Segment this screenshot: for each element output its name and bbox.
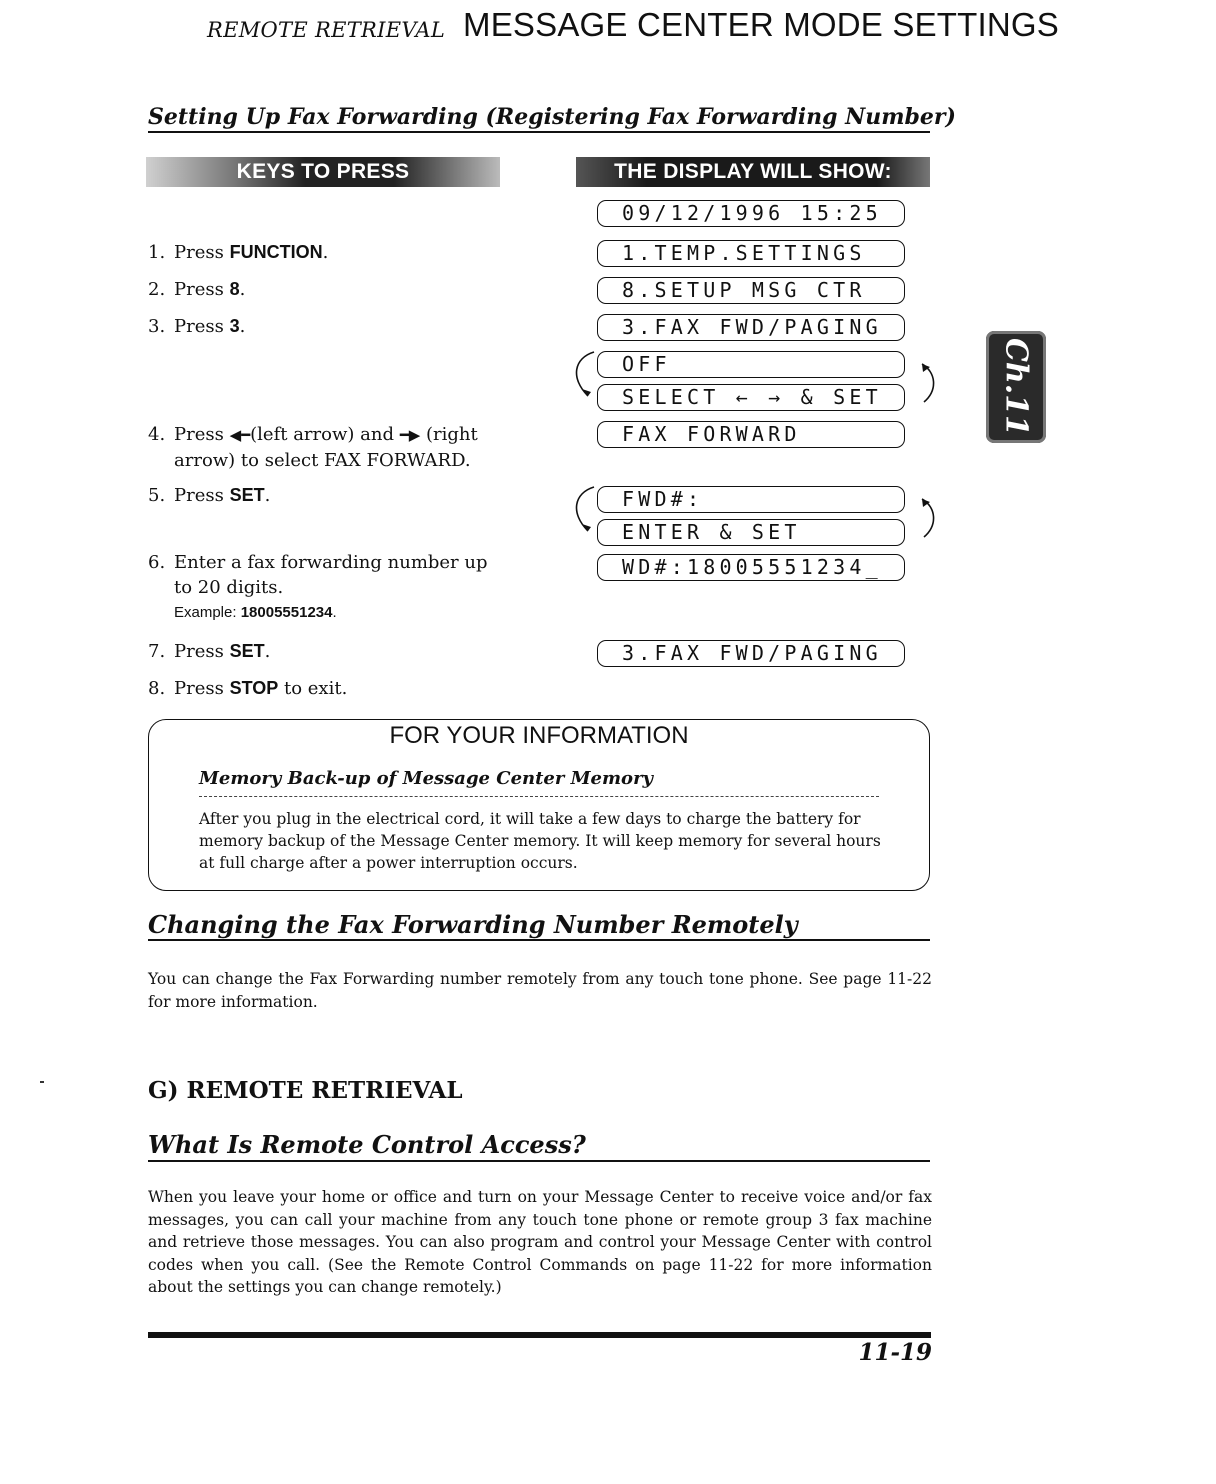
fax-forwarding-heading: Setting Up Fax Forwarding (Registering Fax Forwarding Number) (148, 104, 956, 130)
fyi-subtitle: Memory Back-up of Message Center Memory (199, 768, 654, 789)
step-2 (148, 277, 245, 302)
step-5 (148, 483, 270, 508)
step-key: SET (229, 485, 265, 505)
header-section-label: REMOTE RETRIEVAL (207, 18, 446, 42)
heading-rule (148, 131, 930, 133)
step-key: SET (229, 641, 265, 661)
alternating-display-left-arrow-icon-2 (560, 479, 600, 549)
step-number: 2. (148, 279, 166, 300)
step-key: STOP (229, 678, 279, 698)
remote-control-body: When you leave your home or office and turn on your Message Center to receive voice and/or fax messages, you can call your machine from any touch tone phone or remote group 3 fax machine and retrieve those messages. You can also program and control your Message Center with control codes when you call. (See the Remote Control Commands on page 11-22 for more information about the settings you can change remotely.) (148, 1188, 932, 1296)
step-4 (148, 422, 478, 473)
display-banner-label: THE DISPLAY WILL SHOW: (614, 160, 892, 183)
step-text-left: (left arrow) and (250, 424, 400, 445)
lcd-display-setup-msg-ctr: 8.SETUP MSG CTR (597, 277, 905, 304)
step-number: 1. (148, 242, 166, 263)
step-number: 6. (148, 552, 166, 573)
step-number: 4. (148, 424, 166, 445)
changing-remotely-heading: Changing the Fax Forwarding Number Remotely (148, 910, 798, 939)
lcd-display-fwd-number: FWD#: (597, 486, 905, 513)
changing-remotely-body: You can change the Fax Forwarding number remotely from any touch tone phone. See page 11-22 for more information. (148, 970, 932, 1011)
step-text-right: (right (420, 424, 478, 445)
fyi-rule (199, 796, 879, 797)
step-number: 8. (148, 678, 166, 699)
step-example (148, 600, 488, 625)
section-g-heading: G) REMOTE RETRIEVAL (148, 1077, 463, 1104)
step-text: Press (174, 485, 230, 506)
step-text: Press (174, 242, 230, 263)
step-number: 7. (148, 641, 166, 662)
fyi-title: FOR YOUR INFORMATION (389, 722, 689, 749)
lcd-display-off: OFF (597, 351, 905, 378)
lcd-display-fax-fwd-paging-final: 3.FAX FWD/PAGING (597, 640, 905, 667)
step-text-end: . (239, 279, 246, 300)
step-text: Press (174, 316, 230, 337)
alternating-display-right-arrow-icon (906, 344, 946, 414)
lcd-display-fax-fwd-paging: 3.FAX FWD/PAGING (597, 314, 905, 341)
keys-banner-label: KEYS TO PRESS (236, 160, 410, 183)
stray-mark (40, 1081, 44, 1083)
step-text: Press (174, 424, 230, 445)
lcd-display-temp-settings: 1.TEMP.SETTINGS (597, 240, 905, 267)
lcd-display-date: 09/12/1996 15:25 (597, 200, 905, 227)
step-text-end: . (264, 485, 271, 506)
step-6 (148, 550, 488, 625)
footer-bar (148, 1332, 931, 1338)
step-key: FUNCTION (229, 242, 323, 262)
heading-rule (148, 939, 930, 941)
step-3 (148, 314, 245, 339)
step-text-continued: arrow) to select FAX FORWARD. (174, 450, 471, 471)
step-number: 5. (148, 485, 166, 506)
step-8 (148, 676, 347, 701)
step-text: Press (174, 279, 230, 300)
step-text: Enter a fax forwarding number up (174, 552, 488, 573)
chapter-tab (986, 331, 1046, 443)
lcd-display-entered-number: WD#:18005551234_ (597, 554, 905, 581)
step-1 (148, 240, 328, 265)
step-text: Press (174, 641, 230, 662)
example-number: 18005551234 (240, 604, 333, 621)
step-key: 8 (229, 279, 240, 299)
heading-rule (148, 1160, 930, 1162)
page-number: 11-19 (858, 1339, 932, 1366)
lcd-display-enter-set: ENTER & SET (597, 519, 905, 546)
right-arrow-key-icon: ━▶ (399, 426, 421, 444)
step-key: 3 (229, 316, 240, 336)
step-text-continued: to 20 digits. (174, 577, 284, 598)
chapter-tab-label: Ch.11 (998, 338, 1034, 436)
step-text: Press (174, 678, 230, 699)
keys-to-press-banner (146, 157, 500, 187)
lcd-display-fax-forward: FAX FORWARD (597, 421, 905, 448)
page-title: MESSAGE CENTER MODE SETTINGS (463, 6, 1060, 43)
alternating-display-left-arrow-icon (560, 344, 600, 414)
step-text-end: . (239, 316, 246, 337)
remote-control-heading: What Is Remote Control Access? (148, 1130, 586, 1159)
example-end: . (332, 604, 337, 621)
step-text-end: . (264, 641, 271, 662)
step-text-end: . (322, 242, 329, 263)
fyi-body: After you plug in the electrical cord, it will take a few days to charge the battery for memory backup of the Message Center memory. It will keep memory for several hours at full charge after a power interruption occurs. (199, 810, 881, 872)
alternating-display-right-arrow-icon-2 (906, 479, 946, 549)
step-7 (148, 639, 270, 664)
step-number: 3. (148, 316, 166, 337)
example-label: Example: (174, 604, 241, 621)
lcd-display-select-set: SELECT ← → & SET (597, 384, 905, 411)
left-arrow-key-icon: ◀━ (229, 426, 251, 444)
display-will-show-banner (576, 157, 930, 187)
step-text-end: to exit. (278, 678, 348, 699)
